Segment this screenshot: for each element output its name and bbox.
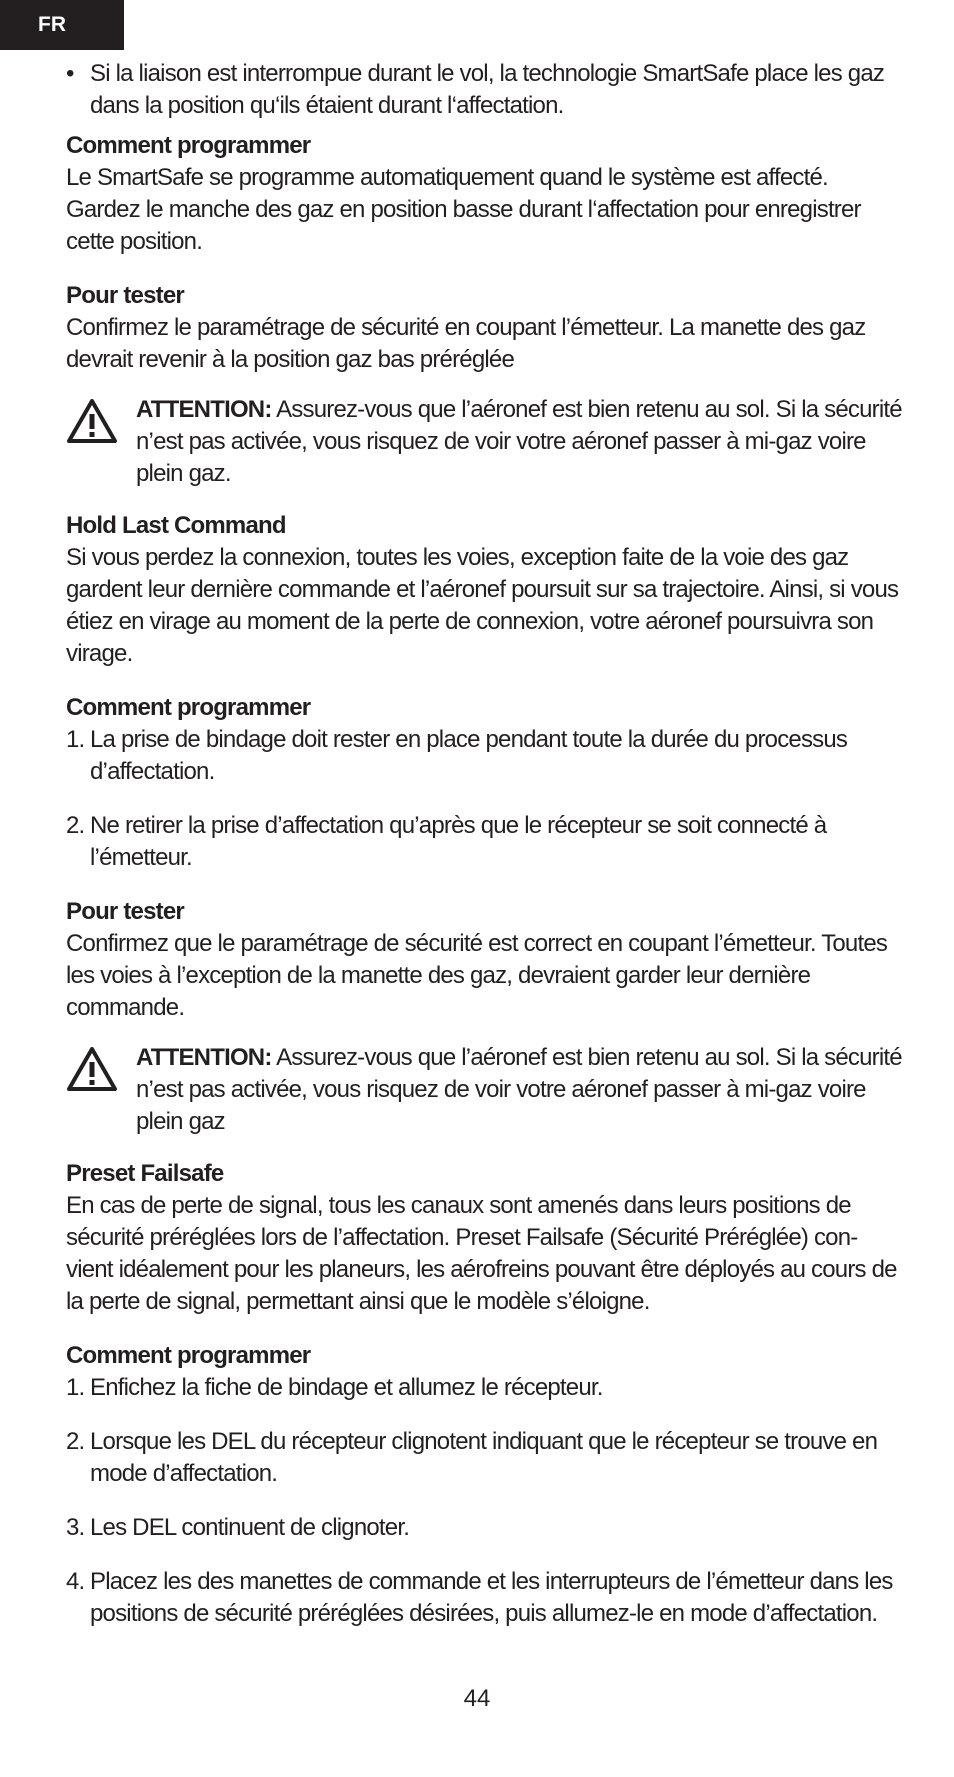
step-text: La prise de bindage doit rester en place pendant toute la durée du processus d’affectation. [90,726,848,785]
bullet-mark: • [66,60,74,87]
list-item [66,1372,902,1404]
preset-heading: Preset Failsafe [66,1160,224,1187]
preset-steps [66,1372,902,1630]
warning-body: Assurez-vous que l’aéronef est bien retenu au sol. Si la sécurité n’est pas activée, vous risquez de voir votre aéronef passer à mi-gaz voire plein gaz. [136,396,902,487]
list-item [66,1426,902,1490]
smartsafe-warning-text [136,394,902,490]
smartsafe-test-heading: Pour tester [66,282,184,309]
language-tab: FR [0,0,124,50]
step-number: 4. [66,1568,85,1595]
step-text: Les DEL continuent de clignoter. [90,1514,410,1541]
step-number: 1. [66,726,85,753]
list-item [66,1566,902,1630]
warning-icon [66,394,136,490]
hold-last-heading: Hold Last Command [66,512,286,539]
warning-icon [66,1042,136,1138]
page-number: 44 [463,1685,491,1712]
warning-label: ATTENTION: [136,396,272,423]
smartsafe-test-text: Confirmez le paramétrage de sécurité en coupant l’émetteur. La manette des gaz devrait revenir à la position gaz bas préréglée [66,314,866,373]
step-text: Placez les des manettes de commande et les interrupteurs de l’émetteur dans les positions de sécurité préréglées désirées, puis allumez-le en mode d’affectation. [90,1568,893,1627]
hold-last-test-text: Confirmez que le paramétrage de sécurité est correct en coupant l’émetteur. Toutes les voies à l’exception de la manette des gaz, devraient garder leur dernière commande. [66,930,888,1021]
list-item [66,724,902,788]
intro-bullet [66,58,902,122]
list-item [66,810,902,874]
step-number: 2. [66,812,85,839]
hold-last-program-heading: Comment programmer [66,694,311,721]
step-text: Enfichez la fiche de bindage et allumez le récepteur. [90,1374,603,1401]
step-number: 3. [66,1514,85,1541]
hold-last-warning [66,1042,902,1138]
list-item [66,1512,902,1544]
warning-label: ATTENTION: [136,1044,272,1071]
step-text: Ne retirer la prise d’affectation qu’après que le récepteur se soit connecté à l’émetteur. [90,812,827,871]
step-number: 1. [66,1374,85,1401]
page-content [66,58,902,1630]
hold-last-test-heading: Pour tester [66,898,184,925]
hold-last-warning-text [136,1042,902,1138]
hold-last-steps [66,724,902,874]
intro-bullet-text: Si la liaison est interrompue durant le vol, la technologie SmartSafe place les gaz dans la position qu‘ils étaient durant l‘affectation. [90,60,885,119]
smartsafe-program-text: Le SmartSafe se programme automatiquement quand le système est affecté. Gardez le manche des gaz en position basse durant l‘affectation pour enregistrer cette position. [66,164,861,255]
preset-program-heading: Comment programmer [66,1342,311,1369]
step-text: Lorsque les DEL du récepteur clignotent indiquant que le récepteur se trouve en mode d’affectation. [90,1428,878,1487]
step-number: 2. [66,1428,85,1455]
smartsafe-program-heading: Comment programmer [66,132,311,159]
preset-text: En cas de perte de signal, tous les canaux sont amenés dans leurs positions de sécurité préréglées lors de l’affectation. Preset Failsafe (Sécurité Préréglée) con- vient idéalement pour les planeurs, les aérofreins pouvant être déployés au cours de la perte de signal, permettant ainsi que le modèle s’éloigne. [66,1192,897,1315]
warning-body: Assurez-vous que l’aéronef est bien retenu au sol. Si la sécurité n’est pas activée, vous risquez de voir votre aéronef passer à mi-gaz voire plein gaz [136,1044,902,1135]
hold-last-text: Si vous perdez la connexion, toutes les voies, exception faite de la voie des gaz gardent leur dernière commande et l’aéronef poursuit sur sa trajectoire. Ainsi, si vous étiez en virage au moment de la perte de connexion, votre aéronef poursuivra son virage. [66,544,899,667]
smartsafe-warning [66,394,902,490]
